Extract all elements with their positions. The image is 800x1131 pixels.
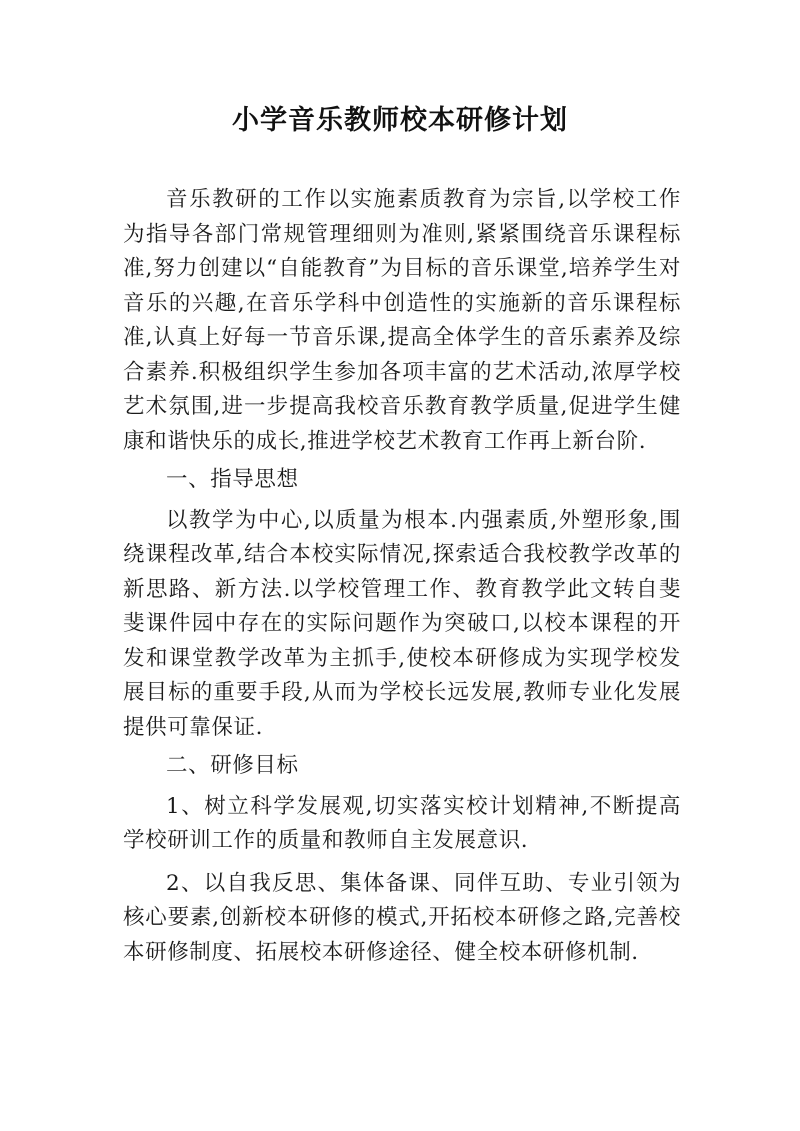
page-title: 小学音乐教师校本研修计划 (232, 105, 568, 136)
intro-paragraph: 音乐教研的工作以实施素质教育为宗旨,以学校工作为指导各部门常规管理细则为准则,紧紧围绕音乐课程标准,努力创建以“自能教育”为目标的音乐课堂,培养学生对音乐的兴趣,在音乐学科中创造性的实施新的音乐课程标准,认真上好每一节音乐课,提高全体学生的音乐素养及综合素养.积极组织学生参加各项丰富的艺术活动,浓厚学校艺术氛围,进一步提高我校音乐教育教学质量,促进学生健康和谐快乐的成长,推进学校艺术教育工作再上新台阶. (123, 187, 681, 454)
goal-item-2: 2、以自我反思、集体备课、同伴互助、专业引领为核心要素,创新校本研修的模式,开拓校本研修之路,完善校本研修制度、拓展校本研修途径、健全校本研修机制. (123, 870, 681, 965)
goal-item-1: 1、树立科学发展观,切实落实校计划精神,不断提高学校研训工作的质量和教师自主发展意识. (123, 793, 681, 853)
section-heading-guiding-ideology: 一、指导思想 (166, 467, 299, 492)
section-heading-study-goals: 二、研修目标 (166, 753, 299, 778)
section-paragraph-guiding-ideology: 以教学为中心,以质量为根本.内强素质,外塑形象,围绕课程改革,结合本校实际情况,探索适合我校教学改革的新思路、新方法.以学校管理工作、教育教学此文转自斐斐课件园中存在的实际问题作为突破口,以校本课程的开发和课堂教学改革为主抓手,使校本研修成为实现学校发展目标的重要手段,从而为学校长远发展,教师专业化发展提供可靠保证. (123, 507, 681, 740)
document-body (123, 183, 681, 978)
